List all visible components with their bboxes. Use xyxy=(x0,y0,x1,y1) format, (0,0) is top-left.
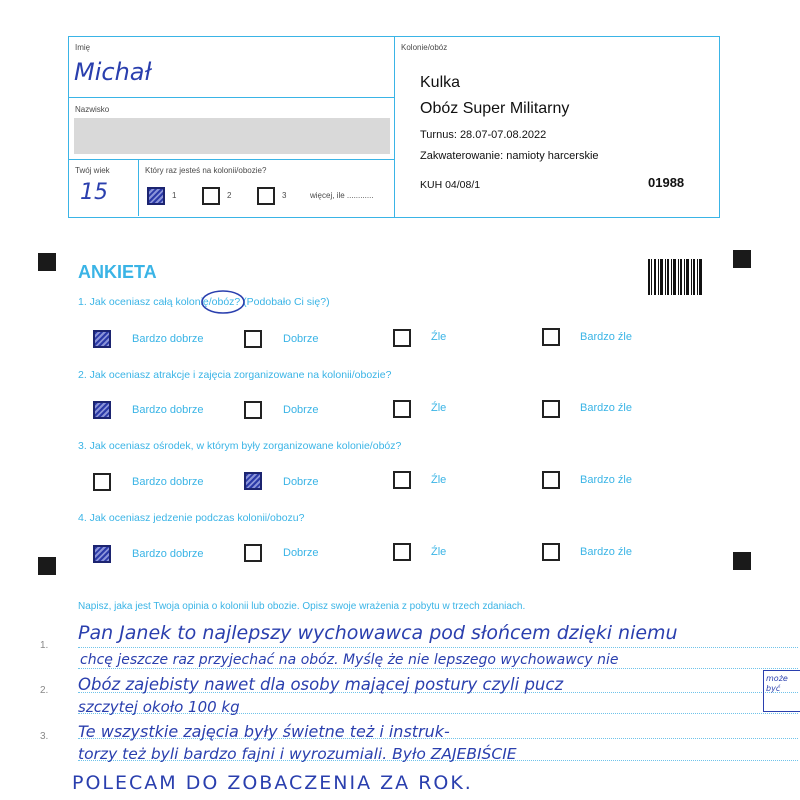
name-value: Michał xyxy=(74,58,152,86)
question-3: 3. Jak oceniasz ośrodek, w którym były zorganizowane kolonie/obóz? xyxy=(78,440,402,452)
q3-option-bardzo-zle-checkbox[interactable] xyxy=(542,471,560,489)
survey-title: ANKIETA xyxy=(78,262,157,282)
q2-option-label: Bardzo dobrze xyxy=(132,404,204,416)
camp-name: Obóz Super Militarny xyxy=(420,100,570,117)
times-checkbox-2[interactable] xyxy=(202,187,220,205)
q2-option-label: Dobrze xyxy=(283,404,319,416)
q4-option-zle-checkbox[interactable] xyxy=(393,543,411,561)
q2-option-dobrze-checkbox[interactable] xyxy=(244,401,262,419)
line-number-2: 2. xyxy=(40,685,49,696)
age-divider xyxy=(138,160,139,216)
question-2: 2. Jak oceniasz atrakcje i zajęcia zorganizowane na kolonii/obozie? xyxy=(78,369,392,381)
header-vertical-divider xyxy=(394,37,395,217)
times-option-3: 3 xyxy=(282,191,287,200)
q4-option-label: Bardzo dobrze xyxy=(132,548,204,560)
q1-option-bardzo-zle-checkbox[interactable] xyxy=(542,328,560,346)
q2-option-zle-checkbox[interactable] xyxy=(393,400,411,418)
times-checkbox-3[interactable] xyxy=(257,187,275,205)
q3-option-zle-checkbox[interactable] xyxy=(393,471,411,489)
handwriting-line-2: chcę jeszcze raz przyjechać na obóz. Myślę że nie lepszego wychowawcy nie xyxy=(80,652,619,668)
surname-label: Nazwisko xyxy=(75,105,110,114)
camp-lodging: Zakwaterowanie: namioty harcerskie xyxy=(420,150,599,162)
camp-label: Kolonie/obóz xyxy=(401,43,448,52)
age-value: 15 xyxy=(80,180,108,205)
q1-option-label: Źle xyxy=(431,331,447,343)
q1-option-label: Bardzo źle xyxy=(580,331,632,343)
surname-row-divider xyxy=(69,159,395,160)
q4-option-label: Dobrze xyxy=(283,547,319,559)
handwriting-line-7: POLECAM DO ZOBACZENIA ZA ROK. xyxy=(72,772,473,794)
q1-option-label: Dobrze xyxy=(283,333,319,345)
times-more: więcej, ile ............ xyxy=(310,191,374,200)
registration-mark-bottom-left xyxy=(38,557,56,575)
surname-redacted xyxy=(74,118,390,154)
q1-option-bardzo-dobrze-checkbox[interactable] xyxy=(93,330,111,348)
q1-option-label: Bardzo dobrze xyxy=(132,333,204,345)
q2-option-bardzo-dobrze-checkbox[interactable] xyxy=(93,401,111,419)
q1-option-zle-checkbox[interactable] xyxy=(393,329,411,347)
name-row-divider xyxy=(69,97,395,98)
answer-line xyxy=(78,647,798,648)
times-label: Który raz jesteś na kolonii/obozie? xyxy=(145,166,267,175)
q1-option-dobrze-checkbox[interactable] xyxy=(244,330,262,348)
q2-option-bardzo-zle-checkbox[interactable] xyxy=(542,400,560,418)
margin-note: może być xyxy=(766,674,788,693)
q4-option-label: Bardzo źle xyxy=(580,546,632,558)
q3-option-label: Bardzo dobrze xyxy=(132,476,204,488)
line-number-1: 1. xyxy=(40,640,49,651)
times-checkbox-1[interactable] xyxy=(147,187,165,205)
handwriting-line-1: Pan Janek to najlepszy wychowawca pod słońcem dzięki niemu xyxy=(78,622,678,644)
handwritten-circle-mark xyxy=(200,289,246,315)
registration-mark-top-left xyxy=(38,253,56,271)
barcode xyxy=(648,259,703,295)
q3-option-dobrze-checkbox[interactable] xyxy=(244,472,262,490)
q3-option-label: Źle xyxy=(431,474,447,486)
q2-option-label: Źle xyxy=(431,402,447,414)
camp-code: KUH 04/08/1 xyxy=(420,179,481,191)
line-number-3: 3. xyxy=(40,731,49,742)
q4-option-bardzo-zle-checkbox[interactable] xyxy=(542,543,560,561)
handwriting-line-6: torzy też byli bardzo fajni i wyrozumiali. Było ZAJEBIŚCIE xyxy=(78,745,517,763)
question-1: 1. Jak oceniasz całą kolonię/obóz? (Podobało Ci się?) xyxy=(78,296,330,308)
q4-option-label: Źle xyxy=(431,546,447,558)
handwriting-line-4: szczytej około 100 kg xyxy=(78,698,240,716)
age-label: Twój wiek xyxy=(75,166,110,175)
form-number: 01988 xyxy=(648,175,685,190)
q4-option-dobrze-checkbox[interactable] xyxy=(244,544,262,562)
camp-company: Kulka xyxy=(420,74,461,91)
registration-mark-top-right xyxy=(733,250,751,268)
q3-option-bardzo-dobrze-checkbox[interactable] xyxy=(93,473,111,491)
camp-turnus: Turnus: 28.07-07.08.2022 xyxy=(420,129,547,141)
name-label: Imię xyxy=(75,43,91,52)
opinion-prompt: Napisz, jaka jest Twoja opinia o kolonii lub obozie. Opisz swoje wrażenia z pobytu w trzech zdaniach. xyxy=(78,601,526,612)
registration-mark-bottom-right xyxy=(733,552,751,570)
q3-option-label: Dobrze xyxy=(283,476,319,488)
times-option-2: 2 xyxy=(227,191,232,200)
answer-line xyxy=(78,668,798,669)
handwriting-line-5: Te wszystkie zajęcia były świetne też i instruk- xyxy=(78,722,450,741)
q3-option-label: Bardzo źle xyxy=(580,474,632,486)
q2-option-label: Bardzo źle xyxy=(580,402,632,414)
question-4: 4. Jak oceniasz jedzenie podczas kolonii/obozu? xyxy=(78,512,305,524)
q4-option-bardzo-dobrze-checkbox[interactable] xyxy=(93,545,111,563)
handwriting-line-3: Obóz zajebisty nawet dla osoby mającej postury czyli pucz xyxy=(78,675,564,694)
times-option-1: 1 xyxy=(172,191,177,200)
